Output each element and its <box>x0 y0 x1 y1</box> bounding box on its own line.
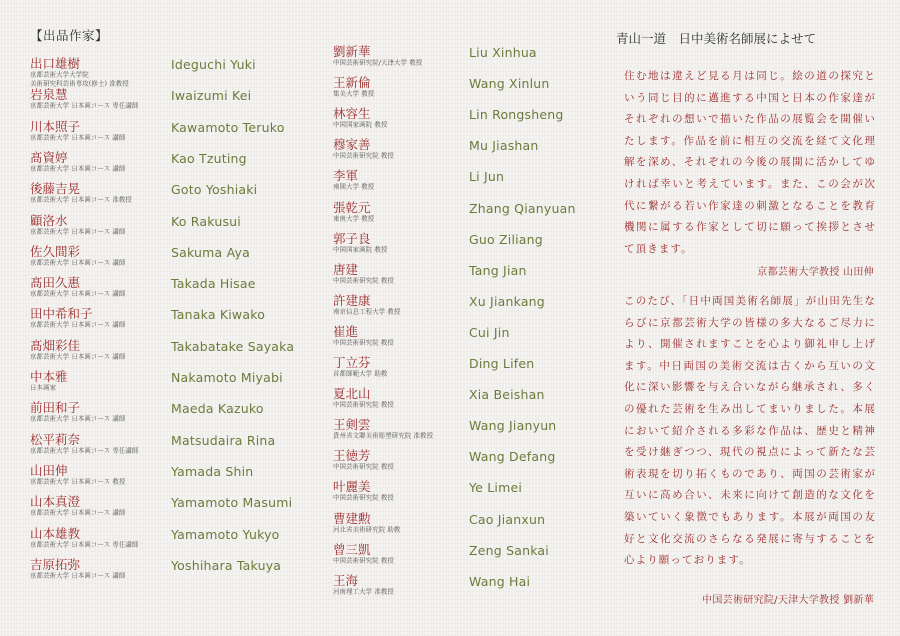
artist-romaji: Yoshihara Takuya <box>171 557 282 573</box>
artist-romaji: Matsudaira Rina <box>171 432 276 448</box>
artist-name: 郭子良 <box>333 230 371 246</box>
japanese-artist-entry <box>30 307 180 330</box>
artist-name: 曾三凱 <box>333 541 371 557</box>
artist-pinyin: Wang Hai <box>469 573 531 589</box>
chinese-artist-entry <box>333 138 468 161</box>
artist-affiliation: 京都芸術大学 日本画コース 准教授 <box>30 196 132 204</box>
artist-name: 山本真澄 <box>30 494 81 510</box>
japanese-artist-entry <box>30 433 180 456</box>
artist-affiliation: 東南大学 教授 <box>333 214 375 222</box>
artist-name: 松平莉奈 <box>30 431 81 447</box>
chinese-artist-entry <box>333 76 468 99</box>
artist-affiliation: 京都芸術大学 日本画コース 講師 <box>30 164 126 173</box>
artist-affiliation: 京都芸術大学 日本画コース 講師 <box>30 571 126 580</box>
artist-romaji: Kawamoto Teruko <box>171 119 285 135</box>
artist-name: 夏北山 <box>333 386 371 402</box>
artist-name: 李軍 <box>333 168 359 184</box>
japanese-artist-entry <box>30 214 180 237</box>
artist-affiliation: 京都芸術大学 日本画コース 講師 <box>30 415 126 423</box>
chinese-artist-entry <box>333 512 468 535</box>
artist-pinyin: Guo Ziliang <box>469 231 543 247</box>
artist-name: 岩泉慧 <box>30 87 68 103</box>
artist-romaji: Iwaizumi Kei <box>171 88 252 104</box>
artist-name: 穆家善 <box>333 137 371 153</box>
artist-name: 劉新華 <box>333 44 371 59</box>
artist-affiliation: 中国芸術研究院 教授 <box>333 556 394 564</box>
chinese-artist-entry <box>333 387 468 410</box>
artist-name: 王徳芳 <box>333 448 371 464</box>
artist-pinyin: Tang Jian <box>469 262 527 278</box>
message-paragraph-1: 住む地は違えど見る月は同じ。絵の道の探究という同じ目的に邁進する中国と日本の作家達がそれぞれの想いで描いた作品の展覧会を開催いたします。作品を前に相互の交流を経て文化理解を深め、それぞれの今後の展開に活かしてゆければ幸いと考えています。また、この会が次代に繋がる若い作家達の刺激となることを教育機関に属する作家として切に願って挨拶とさせて頂きます。 <box>624 70 876 255</box>
artist-name: 山本雄教 <box>30 525 81 541</box>
artist-pinyin: Wang Jianyun <box>469 418 557 434</box>
section-title: 【出品作家】 <box>30 28 109 43</box>
artist-affiliation-line-2: 美術研究科芸術専攻(修士) 准教授 <box>30 79 129 87</box>
japanese-artist-entry <box>30 151 180 174</box>
artist-affiliation: 中国芸術研究院/天津大学 教授 <box>333 59 423 67</box>
artist-affiliation: 京都芸術大学 日本画コース 講師 <box>30 352 126 361</box>
chinese-artist-entry <box>333 201 468 224</box>
chinese-artist-entry <box>333 356 468 379</box>
artist-affiliation: 中国芸術研究院 教授 <box>333 401 394 409</box>
message-signature-1: 京都芸術大学教授 山田伸 <box>757 267 874 278</box>
japanese-artist-entry <box>30 120 180 143</box>
artist-pinyin: Ding Lifen <box>469 356 535 371</box>
artist-name: 山田伸 <box>30 462 68 478</box>
artist-name: 出口雄樹 <box>30 56 81 71</box>
artist-romaji: Yamada Shin <box>171 463 254 479</box>
artist-name: 曹建勲 <box>333 510 371 526</box>
artist-affiliation: 河南理工大学 准教授 <box>333 587 394 596</box>
artist-name: 丁立芬 <box>333 355 371 370</box>
artist-name: 叶麗美 <box>333 479 371 495</box>
artist-name: 中本雅 <box>30 369 68 384</box>
artist-affiliation: 中国芸術研究院 教授 <box>333 463 394 471</box>
artist-pinyin: Mu Jiashan <box>469 138 539 154</box>
chinese-artist-entry <box>333 480 468 503</box>
artist-affiliation: 京都芸術大学 日本画コース 講師 <box>30 258 126 267</box>
japanese-artist-entry <box>30 339 180 362</box>
japanese-artist-entry <box>30 88 180 111</box>
chinese-artist-entry <box>333 107 468 130</box>
message-signature-2: 中国芸術研究院/天津大学教授 劉新華 <box>702 595 874 606</box>
japanese-artist-entry <box>30 57 180 88</box>
artist-romaji: Takada Hisae <box>171 276 256 292</box>
artist-affiliation: 京都芸術大学大学院 <box>30 71 89 79</box>
artist-name: 後藤吉晃 <box>30 181 81 197</box>
artist-affiliation: 京都芸術大学 日本画コース 専任講師 <box>30 540 139 548</box>
japanese-artist-entry <box>30 495 180 518</box>
chinese-artist-entry <box>333 232 468 255</box>
artist-romaji: Yamamoto Yukyo <box>171 526 280 542</box>
artist-name: 吉原拓弥 <box>30 556 81 572</box>
artist-affiliation: 中国国家画院 教授 <box>333 121 388 129</box>
artist-pinyin: Xu Jiankang <box>469 293 545 309</box>
artist-name: 王新倫 <box>333 75 371 91</box>
artist-affiliation: 京都芸術大学 日本画コース 講師 <box>30 227 126 235</box>
artist-name: 唐建 <box>333 261 359 277</box>
artist-affiliation: 集美大学 教授 <box>333 90 375 98</box>
artist-name: 許建康 <box>333 292 371 308</box>
chinese-artist-entry <box>333 325 468 348</box>
chinese-artist-entry <box>333 574 468 597</box>
artist-affiliation: 中国芸術研究院 教授 <box>333 494 394 502</box>
japanese-artist-entry <box>30 370 180 393</box>
artist-affiliation: 京都芸術大学 日本画コース 専任講師 <box>30 102 139 110</box>
artist-affiliation: 首都師範大学 助教 <box>333 370 388 378</box>
artist-name: 田中希和子 <box>30 306 93 322</box>
artist-romaji: Nakamoto Miyabi <box>171 370 283 385</box>
artist-name: 顧洛水 <box>30 212 68 228</box>
japanese-artist-entry <box>30 182 180 205</box>
chinese-artist-entry <box>333 263 468 286</box>
artist-name: 佐久間彩 <box>30 243 81 259</box>
artist-romaji: Ideguchi Yuki <box>171 57 256 72</box>
japanese-artist-entry <box>30 464 180 487</box>
message-title: 青山一道 日中美術名師展によせて <box>616 31 817 46</box>
artist-name: 林容生 <box>333 106 371 122</box>
artist-pinyin: Liu Xinhua <box>469 45 537 60</box>
artist-affiliation: 中国芸術研究院 教授 <box>333 338 394 347</box>
chinese-artist-entry <box>333 449 468 472</box>
artist-romaji: Goto Yoshiaki <box>171 182 258 198</box>
artist-affiliation: 中国国家画院 教授 <box>333 245 388 253</box>
artist-pinyin: Zeng Sankai <box>469 542 549 558</box>
chinese-artist-entry <box>333 169 468 192</box>
artist-affiliation: 南京信息工程大学 教授 <box>333 307 401 316</box>
artist-pinyin: Cao Jianxun <box>469 511 546 527</box>
artist-affiliation: 日本画家 <box>30 384 57 392</box>
artist-pinyin: Xia Beishan <box>469 387 545 403</box>
artist-romaji: Takabatake Sayaka <box>171 338 295 354</box>
chinese-artist-entry <box>333 418 468 441</box>
artist-pinyin: Li Jun <box>469 169 505 185</box>
artist-pinyin: Cui Jin <box>469 324 510 340</box>
japanese-artist-entry <box>30 558 180 581</box>
artist-pinyin: Lin Rongsheng <box>469 107 564 123</box>
artist-romaji: Kao Tzuting <box>171 150 247 166</box>
artist-pinyin: Wang Xinlun <box>469 76 550 92</box>
artist-romaji: Tanaka Kiwako <box>171 307 266 323</box>
artist-name: 崔進 <box>333 323 359 339</box>
artist-affiliation: 河北省美術研究院 助教 <box>333 525 401 533</box>
artist-pinyin: Zhang Qianyuan <box>469 200 576 216</box>
artist-romaji: Sakuma Aya <box>171 244 250 260</box>
japanese-artist-entry <box>30 527 180 550</box>
artist-name: 王海 <box>333 572 359 588</box>
artist-affiliation: 中国芸術研究院 教授 <box>333 152 394 160</box>
artist-affiliation: 京都芸術大学 日本画コース 講師 <box>30 321 126 329</box>
artist-name: 前田和子 <box>30 400 81 416</box>
japanese-artist-entry <box>30 276 180 299</box>
artist-affiliation: 南開大学 教授 <box>333 183 375 191</box>
chinese-artist-entry <box>333 45 468 68</box>
message-paragraph-2: このたび、「日中両国美術名師展」が山田先生ならびに京都芸術大学の皆様の多大なるご尽力により、開催されますことを心より御礼申し上げます。中日両国の美術交流は古くから互いの文化に深い影響を与え合いながら継承され、多くの優れた芸術を生み出してまいりました。本展において紹介される多彩な作品は、歴史と精神を受け継ぎつつ、現代の視点によって新たな芸術表現を切り拓くものであり、両国の芸術家が互いに高め合い、未来に向けて創造的な文化を築いていく象徴でもあります。本展が両国の友好と文化交流のさらなる発展に寄与することを心より願っております。 <box>624 295 876 567</box>
chinese-artist-entry <box>333 543 468 566</box>
artist-name: 川本照子 <box>30 118 81 134</box>
artist-name: 髙畑彩佳 <box>30 337 81 353</box>
japanese-artist-entry <box>30 401 180 424</box>
artist-affiliation: 中国芸術研究院 教授 <box>333 276 394 285</box>
artist-pinyin: Wang Defang <box>469 449 556 465</box>
japanese-artist-entry <box>30 245 180 268</box>
artist-affiliation: 京都芸術大学 日本画コース 講師 <box>30 509 126 517</box>
artist-pinyin: Ye Limei <box>469 480 523 496</box>
artist-affiliation: 京都芸術大学 日本画コース 専任講師 <box>30 446 139 454</box>
chinese-artist-entry <box>333 294 468 317</box>
artist-romaji: Ko Rakusui <box>171 213 241 229</box>
artist-affiliation: 京都芸術大学 日本画コース 教授 <box>30 477 126 486</box>
artist-romaji: Maeda Kazuko <box>171 401 264 417</box>
artist-name: 髙田久惠 <box>30 275 81 291</box>
artist-romaji: Yamamoto Masumi <box>171 495 293 511</box>
artist-affiliation: 貴州省文聯美術彫塑研究院 准教授 <box>333 432 434 440</box>
artist-affiliation: 京都芸術大学 日本画コース 講師 <box>30 133 126 141</box>
artist-name: 王剣雲 <box>333 417 371 433</box>
artist-name: 張乾元 <box>333 199 371 215</box>
artist-name: 髙資婷 <box>30 149 68 165</box>
artist-affiliation: 京都芸術大学 日本画コース 講師 <box>30 290 126 298</box>
